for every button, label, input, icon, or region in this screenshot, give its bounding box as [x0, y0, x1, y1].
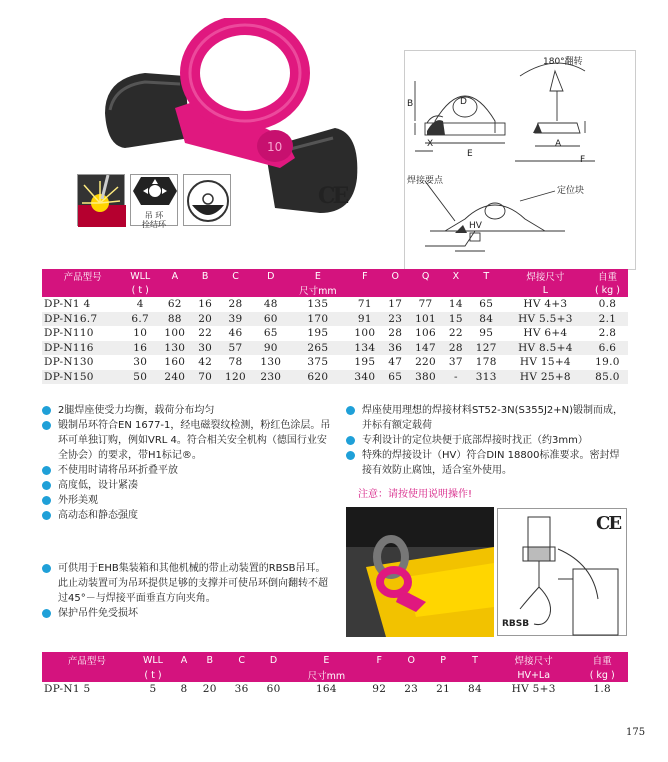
feature-item: 特殊的焊接设计（HV）符合DIN 18800标准要求。密封焊接有效防止腐蚀，适合室外使用。 — [346, 448, 626, 478]
table-row — [42, 297, 628, 312]
feature-item: 锻制吊环符合EN 1677-1，经电磁裂纹检测，粉红色涂层。吊环可单独订购，例如VRL 4。符合相关安全机构（德国行业安全协会）的要求，带H1标记®。 — [42, 418, 332, 463]
table-cell: 65 — [383, 370, 408, 385]
column-subheader: ( t ) — [132, 668, 175, 682]
feature-item: 高度低，设计紧凑 — [42, 478, 332, 493]
table-row — [42, 682, 628, 697]
table-cell: 1.8 — [593, 683, 611, 696]
column-subheader — [469, 283, 504, 297]
bg-certificate-icon — [183, 174, 231, 226]
table-cell: 265 — [288, 341, 347, 356]
column-header: WLL — [123, 269, 157, 283]
table2-body — [42, 682, 628, 697]
table-cell: 8 — [180, 683, 188, 696]
column-header: T — [459, 652, 491, 668]
table-cell: 84 — [469, 312, 504, 327]
rbsb-ce-mark: CE — [596, 513, 621, 534]
table-row — [42, 370, 628, 385]
table-cell: 178 — [475, 356, 497, 369]
usage-notice: 注意：请按使用说明操作! — [358, 489, 473, 500]
table-cell: 313 — [469, 370, 504, 385]
table-row — [42, 355, 628, 370]
dim-f: F — [580, 155, 586, 165]
column-subheader: ( kg ) — [587, 283, 628, 297]
technical-drawing — [404, 50, 636, 270]
rotation-label: 180°翻转 — [543, 57, 583, 67]
feature-list-left — [42, 403, 332, 523]
table-cell: 48 — [263, 298, 278, 311]
table-row — [42, 326, 628, 341]
column-subheader: HV+La — [491, 668, 576, 682]
column-subheader — [443, 283, 468, 297]
feature-item: 不使用时请将吊环折叠平放 — [42, 463, 332, 478]
column-header: A — [174, 652, 194, 668]
column-subheader — [363, 668, 395, 682]
table-cell: 101 — [408, 312, 443, 327]
table-cell: 65 — [263, 327, 278, 340]
column-header: O — [395, 652, 427, 668]
spec-table-1 — [42, 269, 628, 384]
table-cell: 70 — [192, 370, 217, 385]
rbsb-diagram — [497, 508, 627, 636]
table-cell: 28 — [388, 327, 403, 340]
table-cell: 88 — [157, 312, 192, 327]
table-cell: 0.8 — [598, 298, 617, 311]
sign-line1: 吊 环 — [144, 211, 164, 220]
table-cell: 15 — [443, 312, 468, 327]
table-cell: 380 — [408, 370, 443, 385]
table-cell: 30 — [133, 356, 148, 369]
table-cell: 230 — [253, 370, 288, 385]
table-cell: HV 8.5+4 — [504, 341, 587, 356]
column-subheader — [459, 668, 491, 682]
dim-d: D — [460, 97, 467, 107]
column-header: E — [288, 269, 347, 283]
column-subheader — [258, 668, 290, 682]
table-cell: 2.1 — [587, 312, 628, 327]
table-cell: 16 — [123, 341, 157, 356]
table-cell: 21 — [436, 683, 451, 696]
table-cell: 2.8 — [598, 327, 617, 340]
sign-line2: 拴结环 — [142, 220, 166, 229]
table-header-row-bottom — [42, 283, 628, 297]
column-subheader: 尺寸mm — [288, 283, 347, 297]
table-row — [42, 341, 628, 356]
column-subheader — [194, 668, 226, 682]
dim-e: E — [467, 149, 473, 159]
table-cell: 77 — [418, 298, 433, 311]
column-header: 焊接尺寸 — [491, 652, 576, 668]
table-cell: 62 — [167, 298, 182, 311]
table2-header-row-bottom — [42, 668, 628, 682]
table-cell: 65 — [479, 298, 494, 311]
column-subheader — [408, 283, 443, 297]
table-cell: 60 — [253, 312, 288, 327]
column-header: F — [363, 652, 395, 668]
table-cell: 39 — [218, 312, 253, 327]
column-header: WLL — [132, 652, 175, 668]
table-cell: HV 25+8 — [504, 370, 587, 385]
table-cell: 106 — [415, 327, 437, 340]
table-cell: 134 — [347, 341, 382, 356]
table-cell: DP-N110 — [44, 327, 94, 340]
weld-point-label: 焊接要点 — [407, 176, 444, 186]
table-cell: 160 — [164, 356, 186, 369]
table-cell: 91 — [347, 312, 382, 327]
column-subheader: ( t ) — [123, 283, 157, 297]
table-cell: 195 — [307, 327, 329, 340]
column-header: E — [290, 652, 364, 668]
table-cell: 14 — [448, 298, 463, 311]
locating-block-label: 定位块 — [557, 186, 585, 196]
table-cell: - — [443, 370, 468, 385]
table-cell: 78 — [228, 356, 243, 369]
table-cell: HV 4+3 — [523, 298, 568, 311]
table-cell: 375 — [307, 356, 329, 369]
table-cell: 42 — [198, 356, 213, 369]
table-cell: 17 — [388, 298, 403, 311]
table-cell: 46 — [228, 327, 243, 340]
column-subheader — [218, 283, 253, 297]
table-cell: 36 — [234, 683, 249, 696]
table-cell: HV 6+4 — [523, 327, 568, 340]
column-header: 自重 — [576, 652, 628, 668]
table-cell: 100 — [354, 327, 376, 340]
svg-text:10: 10 — [267, 140, 283, 154]
rbsb-label: RBSB — [502, 619, 530, 629]
column-header: A — [157, 269, 192, 283]
table-cell: DP-N1 5 — [44, 683, 91, 696]
table-body — [42, 297, 628, 384]
column-header: 产品型号 — [42, 269, 123, 283]
table-cell: 23 — [404, 683, 419, 696]
dim-a: A — [555, 139, 562, 149]
application-photo — [346, 507, 494, 637]
column-header: D — [253, 269, 288, 283]
column-subheader: L — [504, 283, 587, 297]
table-cell: 5 — [149, 683, 157, 696]
table-cell: DP-N130 — [44, 356, 94, 369]
welding-icon — [77, 174, 125, 226]
table-cell: 10 — [133, 327, 148, 340]
table-cell: 36 — [383, 341, 408, 356]
table-cell: 30 — [192, 341, 217, 356]
table-cell: 90 — [253, 341, 288, 356]
table-cell: 19.0 — [595, 356, 620, 369]
column-header: B — [194, 652, 226, 668]
column-subheader — [157, 283, 192, 297]
feature-item: 可供用于EHB集装箱和其他机械的带止动装置的RBSB吊耳。此止动装置可为吊环提供足够的支撑并可使吊环倒向翻转不超过45°－与焊接平面垂直方向夹角。 — [42, 561, 334, 606]
column-header: T — [469, 269, 504, 283]
table-cell: 620 — [288, 370, 347, 385]
column-header: 焊接尺寸 — [504, 269, 587, 283]
column-subheader — [347, 283, 382, 297]
feature-list-left-2 — [42, 561, 334, 621]
column-header: Q — [408, 269, 443, 283]
table-cell: 28 — [443, 341, 468, 356]
column-subheader: ( kg ) — [576, 668, 628, 682]
column-subheader — [383, 283, 408, 297]
column-header: C — [226, 652, 258, 668]
feature-item: 专利设计的定位块便于底部焊接时找正（约3mm） — [346, 433, 626, 448]
column-subheader — [226, 668, 258, 682]
table-cell: DP-N150 — [42, 370, 123, 385]
table-cell: DP-N16.7 — [42, 312, 123, 327]
dim-hv: HV — [469, 221, 482, 231]
table-cell: DP-N1 4 — [44, 298, 91, 311]
column-subheader — [42, 668, 132, 682]
feature-item: 焊座使用理想的焊接材料ST52-3N(S355J2+N)锻制而成，并标有额定载荷 — [346, 403, 626, 433]
table-cell: 130 — [157, 341, 192, 356]
column-subheader — [253, 283, 288, 297]
feature-list-right — [346, 403, 626, 478]
dim-b: B — [407, 99, 414, 109]
column-header: 产品型号 — [42, 652, 132, 668]
table-cell: 240 — [157, 370, 192, 385]
column-header: O — [383, 269, 408, 283]
table-cell: 164 — [315, 683, 337, 696]
table-cell: 85.0 — [587, 370, 628, 385]
table-cell: 6.6 — [587, 341, 628, 356]
table-cell: 22 — [198, 327, 213, 340]
table-cell: 16 — [198, 298, 213, 311]
table-cell: 28 — [228, 298, 243, 311]
feature-item: 高动态和静态强度 — [42, 508, 332, 523]
page-number: 175 — [626, 727, 646, 738]
column-subheader: 尺寸mm — [290, 668, 364, 682]
table-cell: 130 — [260, 356, 282, 369]
table-cell: 22 — [448, 327, 463, 340]
table-cell: 4 — [136, 298, 144, 311]
table-cell: 23 — [383, 312, 408, 327]
column-subheader — [427, 668, 459, 682]
table-cell: DP-N116 — [42, 341, 123, 356]
column-subheader — [174, 668, 194, 682]
table-cell: 195 — [354, 356, 376, 369]
table-cell: 147 — [408, 341, 443, 356]
column-header: P — [427, 652, 459, 668]
column-header: F — [347, 269, 382, 283]
table-cell: 100 — [164, 327, 186, 340]
column-header: X — [443, 269, 468, 283]
table-header-row-top — [42, 269, 628, 283]
table-cell: 71 — [357, 298, 372, 311]
table-cell: 220 — [415, 356, 437, 369]
column-subheader — [395, 668, 427, 682]
table-cell: 50 — [123, 370, 157, 385]
table-cell: 170 — [288, 312, 347, 327]
column-header: 自重 — [587, 269, 628, 283]
feature-item: 外形美观 — [42, 493, 332, 508]
table-row — [42, 312, 628, 327]
certification-icons — [77, 174, 247, 229]
table-cell: 95 — [479, 327, 494, 340]
table-cell: HV 5+3 — [511, 683, 556, 696]
spec-table-2 — [42, 652, 628, 697]
table-cell: 6.7 — [123, 312, 157, 327]
feature-item: 2腿焊座使受力均衡，载荷分布均匀 — [42, 403, 332, 418]
table2-header-row-top — [42, 652, 628, 668]
dim-x: X — [427, 139, 434, 149]
table-cell: 60 — [266, 683, 281, 696]
table-cell: 127 — [469, 341, 504, 356]
table-cell: HV 5.5+3 — [504, 312, 587, 327]
table-cell: 20 — [202, 683, 217, 696]
table-cell: 340 — [347, 370, 382, 385]
table-cell: 57 — [218, 341, 253, 356]
lifting-ring-sign-icon — [130, 174, 178, 229]
table-cell: 20 — [192, 312, 217, 327]
column-subheader — [42, 283, 123, 297]
column-header: B — [192, 269, 217, 283]
table-cell: 37 — [448, 356, 463, 369]
column-subheader — [192, 283, 217, 297]
table-cell: 120 — [218, 370, 253, 385]
table-cell: 84 — [468, 683, 483, 696]
table-cell: 135 — [307, 298, 329, 311]
feature-item: 保护吊件免受损坏 — [42, 606, 334, 621]
table-cell: 47 — [388, 356, 403, 369]
table-cell: 92 — [372, 683, 387, 696]
column-header: C — [218, 269, 253, 283]
column-header: D — [258, 652, 290, 668]
table-cell: HV 15+4 — [519, 356, 571, 369]
ce-mark: CE — [318, 183, 347, 209]
